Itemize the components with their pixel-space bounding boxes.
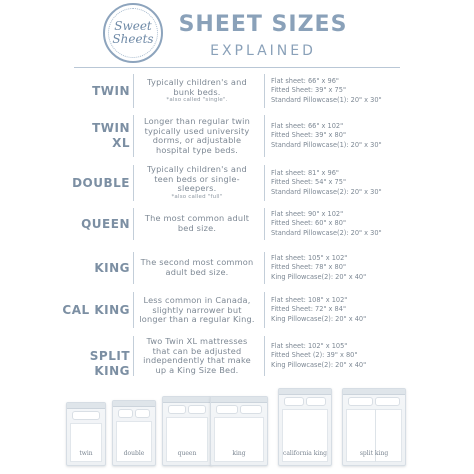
size-name <box>52 217 130 232</box>
pillow <box>72 411 100 420</box>
size-name <box>52 84 130 99</box>
pillow <box>284 397 304 406</box>
sheet-dimensions <box>271 254 441 282</box>
column-divider <box>133 208 134 240</box>
description-line: adult bed size. <box>165 266 229 277</box>
bed-double <box>112 400 156 466</box>
pillow <box>188 405 206 414</box>
description-line: longer than a regular King. <box>139 314 255 325</box>
column-divider <box>264 252 265 284</box>
column-divider <box>264 115 265 157</box>
description-line: Longer than regular twin <box>143 116 251 126</box>
size-description <box>136 296 258 325</box>
size-description <box>136 337 258 375</box>
size-description <box>136 258 258 277</box>
dimension-line: Flat sheet: 108" x 102" <box>271 296 348 304</box>
bed-label: split king <box>359 450 389 457</box>
logo-text-line-1: Sweet <box>114 19 152 33</box>
size-name-line: SPLIT KING <box>89 349 130 378</box>
size-name <box>52 176 130 191</box>
headboard <box>163 397 211 403</box>
description-line: dorms, or adjustable <box>152 135 242 146</box>
bed-twin <box>66 402 106 466</box>
pillow <box>240 405 262 414</box>
size-row <box>0 334 474 378</box>
description-line: The most common adult <box>144 213 250 223</box>
sweet-sheets-logo <box>103 3 163 63</box>
description-line: Typically children's and <box>147 164 247 174</box>
column-divider <box>264 165 265 201</box>
dimension-line: Flat sheet: 66" x 96" <box>271 77 339 85</box>
description-line: The second most common <box>140 257 254 267</box>
size-name <box>52 121 130 151</box>
dimension-line: Standard Pillowcase(2): 20" x 30" <box>271 187 382 196</box>
column-divider <box>264 74 265 108</box>
dimension-line: Standard Pillowcase(1): 20" x 30" <box>271 95 382 104</box>
description-line: teen beds or single- <box>154 173 240 184</box>
title-divider <box>74 67 400 68</box>
column-divider <box>133 336 134 376</box>
headboard <box>67 403 105 409</box>
sheet-dimensions <box>271 342 441 370</box>
dimension-line: Flat sheet: 90" x 102" <box>271 210 344 218</box>
bed-label: twin <box>79 450 93 457</box>
dimension-line: Fitted Sheet: 60" x 80" <box>271 219 346 228</box>
dimension-line: Fitted Sheet (2): 39" x 80" <box>271 351 358 360</box>
size-name <box>52 303 130 318</box>
description-line: hospital type beds. <box>155 144 239 155</box>
description-line: bed size. <box>177 222 217 233</box>
page-title: SHEET SIZES <box>178 12 348 37</box>
dimension-line: Standard Pillowcase(1): 20" x 30" <box>271 140 382 149</box>
description-line: up a King Size Bed. <box>155 364 239 375</box>
size-row <box>0 113 474 159</box>
column-divider <box>133 165 134 201</box>
alias-note: *also called "single". <box>166 97 228 104</box>
description-line: independently that make <box>143 355 251 366</box>
column-divider <box>264 336 265 376</box>
column-divider <box>264 208 265 240</box>
sheet-dimensions <box>271 169 441 197</box>
headboard <box>211 397 267 403</box>
pillow <box>375 397 400 406</box>
description-line: slightly narrower but <box>152 304 242 315</box>
dimension-line: Fitted Sheet: 54" x 75" <box>271 178 346 187</box>
bed-label: queen <box>177 450 197 457</box>
description-line: sleepers. <box>177 183 217 194</box>
size-row <box>0 290 474 330</box>
size-name-line: KING <box>94 261 130 275</box>
logo-text-line-2: Sheets <box>112 32 154 46</box>
pillow <box>348 397 373 406</box>
size-name <box>52 261 130 276</box>
description-line: Typically children's and <box>147 77 247 87</box>
size-row <box>0 72 474 110</box>
dimension-line: King Pillowcase(2): 20" x 40" <box>271 314 367 323</box>
bed-split-king <box>342 388 406 466</box>
pillow <box>168 405 186 414</box>
sheet-dimensions <box>271 122 441 150</box>
size-description <box>136 214 258 233</box>
sheet-dimensions <box>271 210 441 238</box>
size-row <box>0 163 474 203</box>
size-description <box>136 165 258 201</box>
dimension-line: Flat sheet: 105" x 102" <box>271 254 348 262</box>
column-divider <box>133 292 134 328</box>
bed-california-king <box>278 388 332 466</box>
size-row <box>0 206 474 242</box>
column-divider <box>133 74 134 108</box>
sheet-dimensions <box>271 296 441 324</box>
column-divider <box>133 115 134 157</box>
bed-illustrations <box>60 386 414 466</box>
size-description <box>136 117 258 155</box>
size-name-line: DOUBLE <box>72 176 130 190</box>
headboard <box>343 389 405 395</box>
bed-label: california king <box>282 450 327 457</box>
bed-king <box>210 396 268 466</box>
size-name-line: CAL KING <box>62 303 130 317</box>
description-line: Less common in Canada, <box>143 295 251 305</box>
pillow <box>216 405 238 414</box>
size-name-line: TWIN <box>92 121 130 135</box>
dimension-line: Flat sheet: 102" x 105" <box>271 342 348 350</box>
bed-label: king <box>232 450 246 457</box>
pillow <box>135 409 150 418</box>
bed-queen <box>162 396 212 466</box>
size-name-line: TWIN <box>92 84 130 98</box>
dimension-line: Standard Pillowcase(2): 20" x 30" <box>271 228 382 237</box>
dimension-line: Fitted Sheet: 78" x 80" <box>271 263 346 272</box>
column-divider <box>133 252 134 284</box>
pillow <box>306 397 326 406</box>
headboard <box>279 389 331 395</box>
dimension-line: Fitted Sheet: 72" x 84" <box>271 305 346 314</box>
size-name <box>52 349 130 379</box>
description-line: Two Twin XL mattresses <box>146 336 248 346</box>
description-line: that can be adjusted <box>152 345 242 356</box>
description-line: bunk beds. <box>173 86 221 97</box>
size-name-line: QUEEN <box>81 217 130 231</box>
dimension-line: King Pillowcase(2): 20" x 40" <box>271 360 367 369</box>
dimension-line: Flat sheet: 81" x 96" <box>271 169 339 177</box>
sheet-dimensions <box>271 77 441 105</box>
headboard <box>113 401 155 407</box>
alias-note: *also called "full" <box>171 193 223 200</box>
size-description <box>136 78 258 104</box>
page-subtitle: EXPLAINED <box>210 43 316 59</box>
bed-label: double <box>123 450 145 457</box>
dimension-line: Fitted Sheet: 39" x 75" <box>271 86 346 95</box>
column-divider <box>264 292 265 328</box>
dimension-line: King Pillowcase(2): 20" x 40" <box>271 272 367 281</box>
size-name-line: XL <box>112 136 130 150</box>
pillow <box>118 409 133 418</box>
dimension-line: Flat sheet: 66" x 102" <box>271 122 344 130</box>
dimension-line: Fitted Sheet: 39" x 80" <box>271 131 346 140</box>
size-row <box>0 250 474 286</box>
description-line: typically used university <box>144 125 250 136</box>
